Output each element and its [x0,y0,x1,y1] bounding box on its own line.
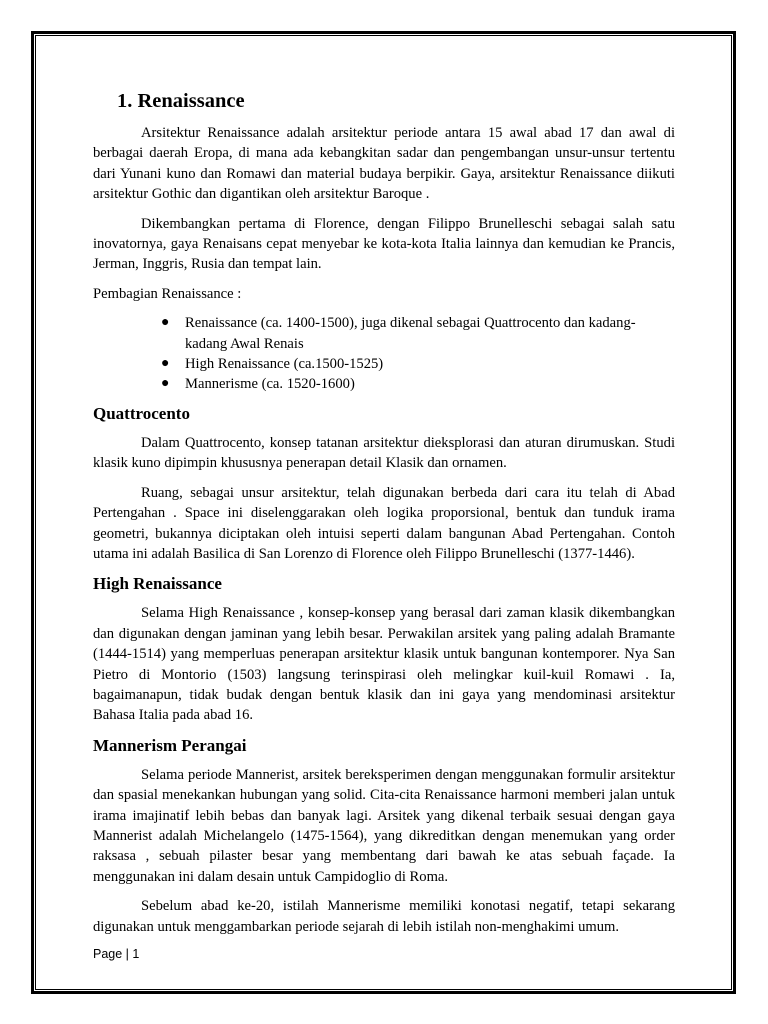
list-item [93,354,675,374]
bullet-icon: ● [161,356,170,372]
section-paragraph: Ruang, sebagai unsur arsitektur, telah digunakan berbeda dari cara itu telah di Abad Pertengahan . Space ini diselenggarakan oleh logika proporsional, bentuk dan tunduk irama geometri, bukannya diciptakan oleh intuisi seperti dalam bangunan Abad Pertengahan. Contoh utama ini adalah Basilica di San Lorenzo di Florence oleh Filippo Brunelleschi (1377-1446). [93,484,675,562]
section-paragraph: Sebelum abad ke-20, istilah Mannerisme memiliki konotasi negatif, tetapi sekarang digunakan untuk menggambarkan periode sejarah di lebih istilah non-menghakimi umum. [93,898,675,935]
intro-paragraph-2: Dikembangkan pertama di Florence, dengan Filippo Brunelleschi sebagai salah satu inovatornya, gaya Renaisans cepat menyebar ke kota-kota Italia lainnya dan kemudian ke Prancis, Jerman, Inggris, Rusia dan tempat lain. [93,215,675,273]
intro-paragraph-1: Arsitektur Renaissance adalah arsitektur periode antara 15 awal abad 17 dan awal di berbagai daerah Eropa, di mana ada kebangkitan sadar dan pengembangan unsur-unsur tertentu dari Yunani kuno dan Romawi dan material budaya berpikir. Gaya, arsitektur Renaissance diikuti arsitektur Gothic dan digantikan oleh arsitektur Baroque . [93,125,675,203]
section-heading-high-renaissance: High Renaissance [93,574,222,594]
section-heading-quattrocento: Quattrocento [93,403,190,423]
list-item-text: High Renaissance (ca.1500-1525) [185,356,384,373]
list-item-text: Mannerisme (ca. 1520-1600) [185,376,355,393]
division-label: Pembagian Renaissance : [93,285,242,302]
bullet-icon: ● [161,315,170,331]
document-title: 1. Renaissance [117,90,245,112]
page-footer: Page | 1 [93,947,140,961]
list-item-text: Renaissance (ca. 1400-1500), juga dikenal sebagai Quattrocento dan kadang-kadang Awal Renais [185,315,636,352]
bullet-icon: ● [161,376,170,392]
list-item [93,313,675,354]
section-paragraph: Selama High Renaissance , konsep-konsep yang berasal dari zaman klasik dikembangkan dan digunakan dengan jaminan yang lebih besar. Perwakilan arsitek yang paling adalah Bramante (1444-1514) yang memperluas penerapan arsitektur klasik untuk bangunan kontemporer. Nya San Pietro di Montorio (1503) langsung terinspirasi oleh melingkar kuil-kuil Romawi . Ia, bagaimanapun, tidak budak dengan bentuk klasik dan ini gaya yang mendominasi arsitektur Bahasa Italia pada abad 16. [93,605,675,724]
section-paragraph: Selama periode Mannerist, arsitek bereksperimen dengan menggunakan formulir arsitektur dan spasial menekankan hubungan yang solid. Cita-cita Renaissance harmoni memberi jalan untuk irama imajinatif lebih bebas dan banyak lagi. Arsitek yang dikenal terbaik sesuai dengan gaya Mannerist adalah Michelangelo (1475-1564), yang dikreditkan dengan menemukan yang order raksasa , sebuah pilaster besar yang membentang dari bawah ke atas sebuah façade. Ia menggunakan ini dalam desain untuk Campidoglio di Roma. [93,766,675,885]
document-body [93,88,675,946]
section-heading-mannerism: Mannerism Perangai [93,735,247,755]
section-paragraph: Dalam Quattrocento, konsep tatanan arsitektur dieksplorasi dan aturan dirumuskan. Studi klasik kuno dipimpin khususnya penerapan detail Klasik dan ornamen. [93,434,675,472]
division-list [93,313,675,395]
list-item [93,374,675,394]
